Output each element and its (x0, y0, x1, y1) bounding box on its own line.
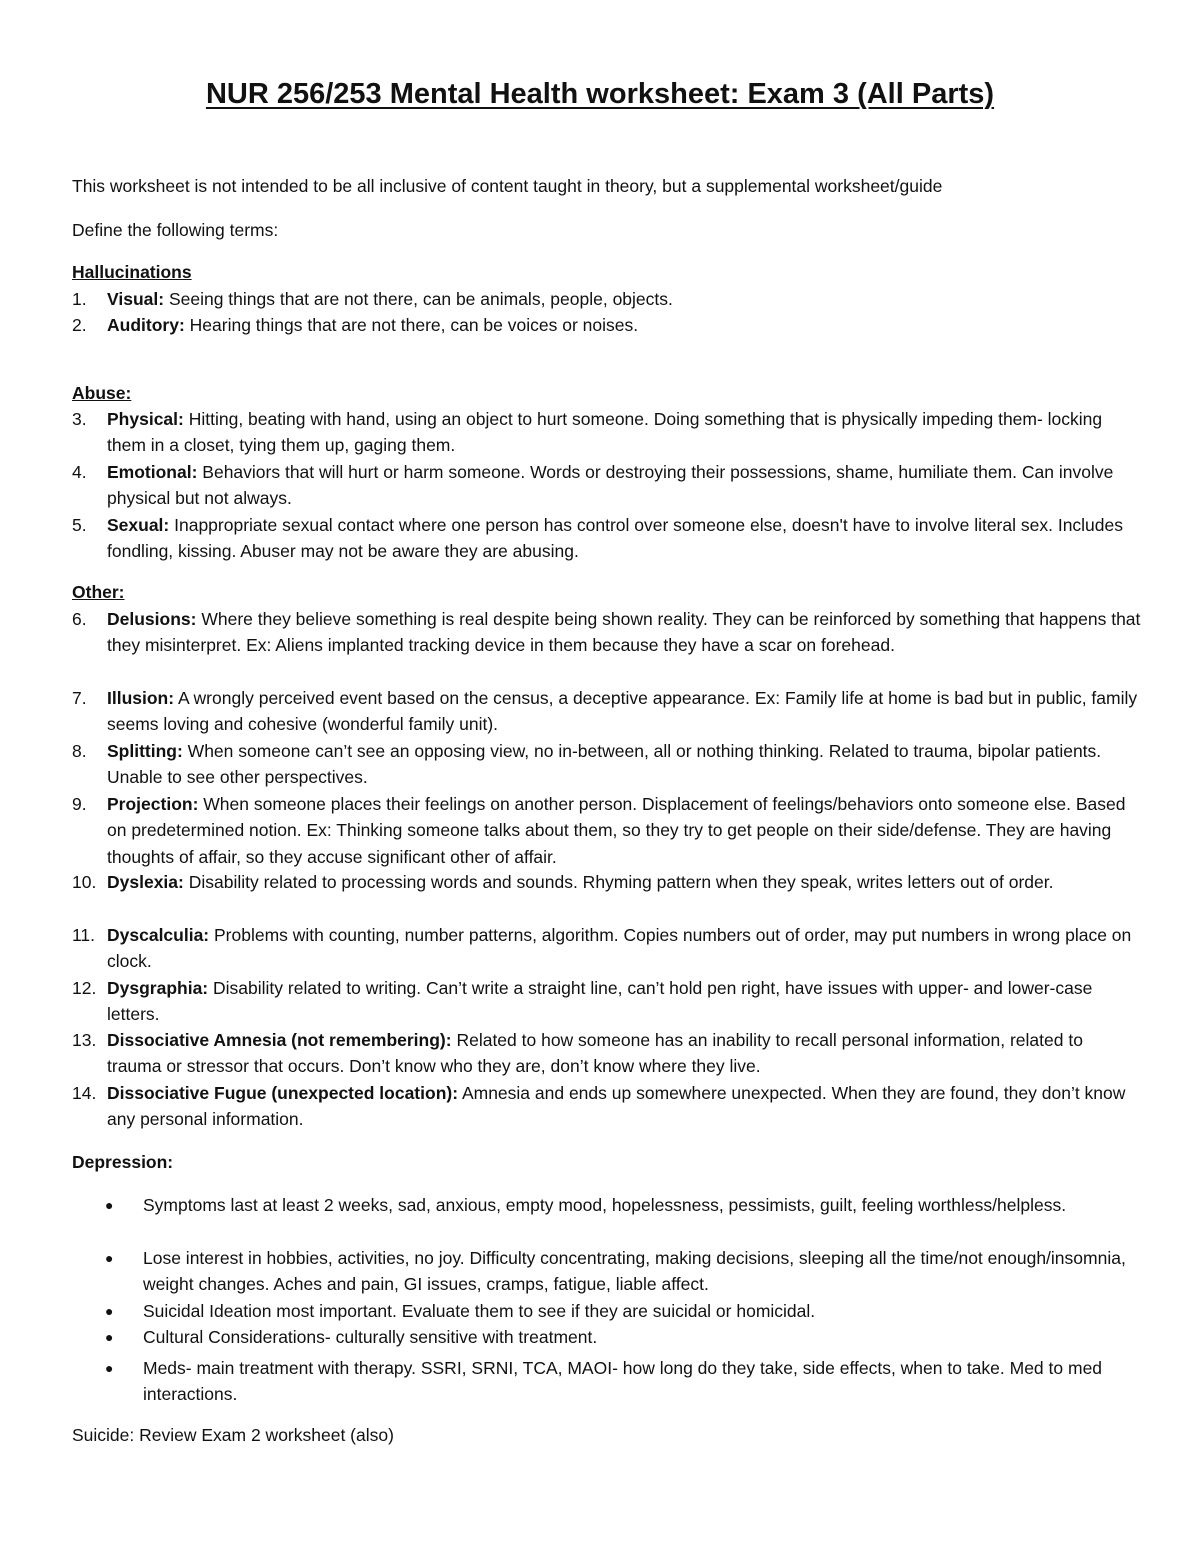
list-item-sexual (72, 512, 1142, 565)
list-item-physical (72, 406, 1142, 459)
item-definition: Disability related to writing. Can’t write a straight line, can’t hold pen right, have issues with upper- and lower-case letters. (107, 978, 1093, 1025)
bullet-text: Suicidal Ideation most important. Evaluate them to see if they are suicidal or homicidal. (143, 1301, 816, 1321)
bullet-icon: ● (105, 1197, 114, 1213)
list-item-delusions (72, 606, 1142, 659)
item-number: 10. (72, 872, 97, 892)
bullet-item (105, 1324, 1135, 1350)
item-number: 13. (72, 1030, 97, 1050)
list-item-dyscalculia (72, 922, 1142, 975)
list-item-dissociative-fugue (72, 1080, 1142, 1133)
item-term: Sexual: (107, 515, 170, 535)
item-term: Splitting: (107, 741, 183, 761)
list-item-dyslexia (72, 869, 1142, 895)
item-definition: Disability related to processing words and sounds. Rhyming pattern when they speak, writes letters out of order. (183, 872, 1054, 892)
item-definition: Seeing things that are not there, can be animals, people, objects. (164, 289, 673, 309)
list-item-illusion (72, 685, 1142, 738)
item-term: Visual: (107, 289, 165, 309)
item-term: Auditory: (107, 315, 185, 335)
item-term: Delusions: (107, 609, 197, 629)
list-item-visual (72, 286, 1142, 312)
item-number: 5. (72, 515, 87, 535)
bullet-text: Symptoms last at least 2 weeks, sad, anxious, empty mood, hopelessness, pessimists, guilt, feeling worthless/helpless. (143, 1195, 1067, 1215)
item-definition: Problems with counting, number patterns, algorithm. Copies numbers out of order, may put numbers in wrong place on clock. (107, 925, 1132, 972)
item-term: Emotional: (107, 462, 198, 482)
bullet-icon: ● (105, 1329, 114, 1345)
item-definition: Behaviors that will hurt or harm someone. Words or destroying their possessions, shame, humiliate them. Can involve physical but not always. (107, 462, 1114, 509)
bullet-item (105, 1355, 1135, 1408)
item-definition: Amnesia and ends up somewhere unexpected. When they are found, they don’t know any personal information. (107, 1083, 1126, 1130)
bullet-icon: ● (105, 1360, 114, 1376)
page-title: NUR 256/253 Mental Health worksheet: Exam 3 (All Parts) (205, 78, 995, 110)
hallucinations-heading: Hallucinations (72, 262, 192, 282)
list-item-emotional (72, 459, 1142, 512)
bullet-icon: ● (105, 1250, 114, 1266)
bullet-item (105, 1192, 1135, 1218)
item-definition: Hitting, beating with hand, using an object to hurt someone. Doing something that is physically impeding them- locking them in a closet, tying them up, gaging them. (107, 409, 1103, 456)
intro-text: This worksheet is not intended to be all inclusive of content taught in theory, but a supplemental worksheet/guide (72, 176, 943, 196)
item-definition: Related to how someone has an inability to recall personal information, related to trauma or stressor that occurs. Don’t know who they are, don’t know where they live. (107, 1030, 1083, 1077)
item-definition: Where they believe something is real despite being shown reality. They can be reinforced by something that happens that they misinterpret. Ex: Aliens implanted tracking device in them because they have a scar on forehead. (107, 609, 1141, 656)
bullet-icon: ● (105, 1303, 114, 1319)
list-item-dysgraphia (72, 975, 1142, 1028)
suicide-note: Suicide: Review Exam 2 worksheet (also) (72, 1425, 394, 1445)
item-number: 1. (72, 289, 87, 309)
depression-heading: Depression: (72, 1152, 174, 1172)
list-item-splitting (72, 738, 1142, 791)
item-number: 12. (72, 978, 97, 998)
bullet-text: Lose interest in hobbies, activities, no joy. Difficulty concentrating, making decisions, sleeping all the time/not enough/insomnia, weight changes. Aches and pain, GI issues, cramps, fatigue, liable affect. (143, 1248, 1126, 1295)
list-item-auditory (72, 312, 1142, 338)
bullet-item (105, 1245, 1135, 1298)
item-term: Dyslexia: (107, 872, 184, 892)
item-term: Dysgraphia: (107, 978, 209, 998)
bullet-text: Cultural Considerations- culturally sensitive with treatment. (143, 1327, 598, 1347)
item-number: 6. (72, 609, 87, 629)
item-definition: Hearing things that are not there, can be voices or noises. (184, 315, 639, 335)
list-item-dissociative-amnesia (72, 1027, 1142, 1080)
other-heading: Other: (72, 582, 125, 602)
item-number: 3. (72, 409, 87, 429)
item-term: Dyscalculia: (107, 925, 210, 945)
item-definition: A wrongly perceived event based on the census, a deceptive appearance. Ex: Family life at home is bad but in public, family seems loving and cohesive (wonderful family unit). (107, 688, 1138, 735)
item-number: 8. (72, 741, 87, 761)
item-term: Dissociative Amnesia (not remembering): (107, 1030, 452, 1050)
item-number: 7. (72, 688, 87, 708)
item-number: 11. (72, 925, 96, 945)
list-item-projection (72, 791, 1142, 870)
item-number: 9. (72, 794, 87, 814)
define-prompt: Define the following terms: (72, 220, 279, 240)
item-definition: When someone places their feelings on another person. Displacement of feelings/behaviors onto someone else. Based on predetermined notion. Ex: Thinking someone talks about them, so they try to get people on their side/defense. They are having thoughts of affair, so they accuse significant other of affair. (107, 794, 1126, 867)
item-number: 2. (72, 315, 87, 335)
item-definition: When someone can’t see an opposing view, no in-between, all or nothing thinking. Related to trauma, bipolar patients. Unable to see other perspectives. (107, 741, 1102, 788)
item-term: Physical: (107, 409, 184, 429)
bullet-item (105, 1298, 1135, 1324)
item-definition: Inappropriate sexual contact where one person has control over someone else, doesn't have to involve literal sex. Includes fondling, kissing. Abuser may not be aware they are abusing. (107, 515, 1124, 562)
item-number: 14. (72, 1083, 97, 1103)
abuse-heading: Abuse: (72, 383, 132, 403)
item-term: Dissociative Fugue (unexpected location): (107, 1083, 459, 1103)
item-number: 4. (72, 462, 87, 482)
item-term: Projection: (107, 794, 199, 814)
item-term: Illusion: (107, 688, 175, 708)
bullet-text: Meds- main treatment with therapy. SSRI, SRNI, TCA, MAOI- how long do they take, side effects, when to take. Med to med interactions. (143, 1358, 1103, 1405)
